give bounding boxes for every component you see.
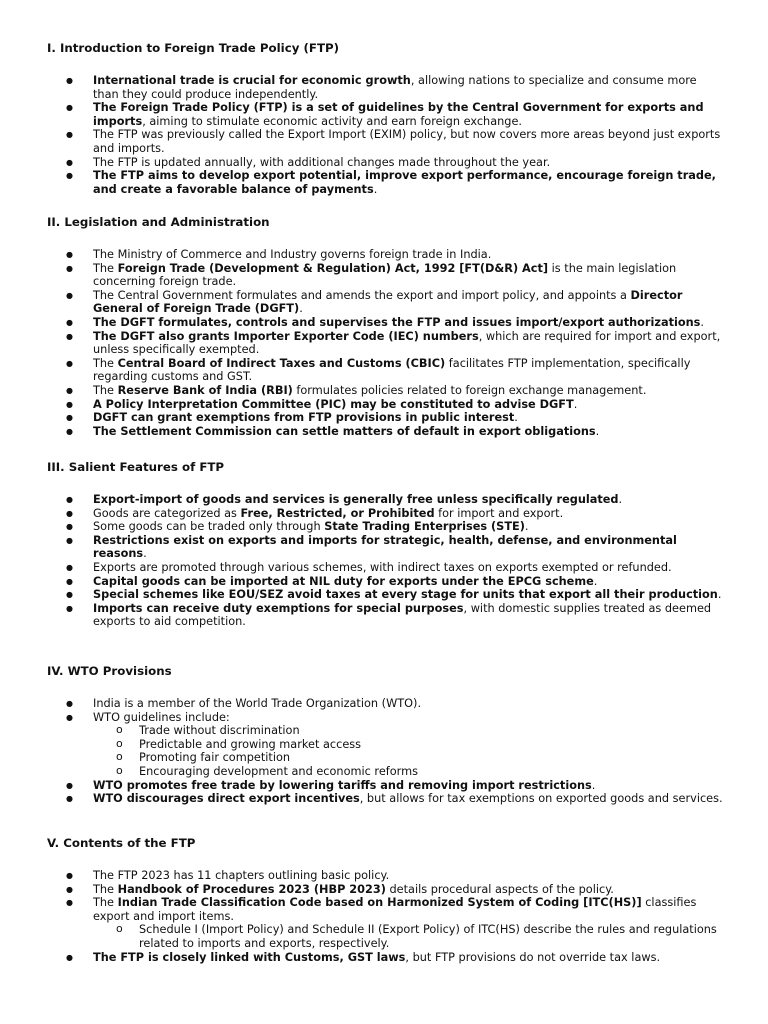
bullet-item xyxy=(0,896,768,950)
bullet-item xyxy=(0,588,768,602)
bullet-item xyxy=(0,493,768,507)
text: The xyxy=(93,882,118,896)
text: . xyxy=(593,574,598,588)
bold-text: Central Board of Indirect Taxes and Customs (CBIC) xyxy=(117,356,446,370)
text: The FTP was previously called the Export Import (EXIM) policy, but now covers more areas beyond just exports and imports. xyxy=(93,128,721,155)
bullet-list xyxy=(0,869,768,964)
bold-text: Director General of Foreign Trade (DGFT) xyxy=(93,288,683,316)
section-heading: IV. WTO Provisions xyxy=(47,664,172,678)
section-heading: V. Contents of the FTP xyxy=(47,836,196,850)
bold-text: Restrictions exist on exports and imports for strategic, health, defense, and environmental reasons xyxy=(93,533,677,561)
text: Some goods can be traded only through xyxy=(93,520,325,534)
text: , but allows for tax exemptions on exported goods and services. xyxy=(359,792,723,806)
text: . xyxy=(299,302,303,316)
section-heading: II. Legislation and Administration xyxy=(47,215,270,229)
text: . xyxy=(591,778,596,792)
bold-text: Indian Trade Classification Code based on Harmonized System of Coding [ITC(HS)] xyxy=(117,896,642,910)
bullet-item xyxy=(0,74,768,101)
text: is the main legislation concerning foreign trade. xyxy=(93,261,677,289)
text: Goods are categorized as xyxy=(93,506,241,520)
bullet-item xyxy=(0,316,768,330)
bullet-item xyxy=(0,425,768,439)
text: . xyxy=(618,493,623,506)
bold-text: The Foreign Trade Policy (FTP) is a set of guidelines by the Central Government for exports and imports xyxy=(93,101,704,128)
bold-text: Capital goods can be imported at NIL duty for exports under the EPCG scheme xyxy=(93,574,594,588)
bullet-item xyxy=(0,262,768,289)
bullet-item xyxy=(0,248,768,262)
bullet-item xyxy=(0,398,768,412)
bold-text: A Policy Interpretation Committee (PIC) may be constituted to advise DGFT xyxy=(93,397,574,411)
bold-text: WTO discourages direct export incentives xyxy=(93,792,360,806)
section-heading: III. Salient Features of FTP xyxy=(47,460,225,474)
bullet-item xyxy=(0,520,768,534)
text: The Central Government formulates and amends the export and import policy, and appoints a xyxy=(93,288,631,302)
bullet-item xyxy=(0,711,768,779)
text: The xyxy=(93,896,118,910)
text: , but FTP provisions do not override tax laws. xyxy=(405,950,661,964)
text: , which are required for import and export, unless specifically exempted. xyxy=(93,329,721,357)
bold-text: The DGFT formulates, controls and supervises the FTP and issues import/export authorizations xyxy=(93,315,701,329)
bullet-item xyxy=(0,384,768,398)
text: , allowing nations to specialize and consume more than they could produce independently. xyxy=(93,74,697,101)
bullet-item xyxy=(0,357,768,384)
bold-text: Free, Restricted, or Prohibited xyxy=(240,506,435,520)
text: The Ministry of Commerce and Industry governs foreign trade in India. xyxy=(93,248,492,261)
bold-text: Imports can receive duty exemptions for special purposes xyxy=(93,601,464,615)
text: . xyxy=(700,315,704,329)
text: . xyxy=(514,411,518,425)
text: The FTP 2023 has 11 chapters outlining basic policy. xyxy=(93,869,390,882)
bullet-item xyxy=(0,869,768,883)
section-heading: I. Introduction to Foreign Trade Policy (FTP) xyxy=(47,41,340,55)
text: classifies export and import items. xyxy=(93,896,697,923)
bullet-item xyxy=(0,169,768,196)
bullet-item xyxy=(0,411,768,425)
text: facilitates FTP implementation, specifically regarding customs and GST. xyxy=(93,356,691,384)
bullet-item xyxy=(0,330,768,357)
text: The xyxy=(93,356,118,370)
sub-bullet-item: o Schedule I (Import Policy) and Schedule II (Export Policy) of ITC(HS) describe the rules and regulations related to imports and exports, respectively. xyxy=(93,923,724,950)
text: The FTP is updated annually, with additional changes made throughout the year. xyxy=(93,155,551,169)
bullet-list xyxy=(0,697,768,806)
bold-text: The DGFT also grants Importer Exporter Code (IEC) numbers xyxy=(93,329,479,343)
text: , with domestic supplies treated as deemed exports to aid competition. xyxy=(93,601,712,629)
bullet-item xyxy=(0,575,768,589)
text: . xyxy=(717,588,722,602)
bullet-item xyxy=(0,101,768,128)
text: Exports are promoted through various schemes, with indirect taxes on exports exempted or refunded. xyxy=(93,560,672,574)
bullet-item xyxy=(0,602,768,629)
bullet-item xyxy=(0,883,768,897)
bold-text: The Settlement Commission can settle matters of default in export obligations xyxy=(93,424,596,438)
text: details procedural aspects of the policy. xyxy=(385,882,614,896)
bullet-item xyxy=(0,561,768,575)
bold-text: Reserve Bank of India (RBI) xyxy=(117,383,293,397)
text: . xyxy=(524,520,529,534)
bullet-item xyxy=(0,951,768,965)
bold-text: The FTP is closely linked with Customs, GST laws xyxy=(93,950,406,964)
sub-bullet-item: o Predictable and growing market access xyxy=(93,738,724,752)
bullet-list xyxy=(0,248,768,438)
bold-text: DGFT can grant exemptions from FTP provisions in public interest xyxy=(93,411,515,425)
text: India is a member of the World Trade Organization (WTO). xyxy=(93,697,422,710)
text: for import and export. xyxy=(434,506,564,520)
bold-text: Handbook of Procedures 2023 (HBP 2023) xyxy=(117,882,386,896)
text: The xyxy=(93,261,118,275)
text: . xyxy=(373,182,378,196)
bold-text: Export-import of goods and services is generally free unless specifically regulated xyxy=(93,493,619,506)
bullet-item xyxy=(0,779,768,793)
sub-bullet-item: o Promoting fair competition xyxy=(93,751,724,765)
bullet-item xyxy=(0,792,768,806)
bullet-list xyxy=(0,74,768,196)
bullet-item xyxy=(0,128,768,155)
bullet-list xyxy=(0,493,768,629)
bullet-item xyxy=(0,697,768,711)
text: . xyxy=(595,424,600,438)
sub-bullet-list xyxy=(93,724,724,778)
sub-bullet-list xyxy=(93,923,724,950)
text: . xyxy=(143,547,147,561)
bold-text: State Trading Enterprises (STE) xyxy=(324,520,525,534)
text: , aiming to stimulate economic activity and earn foreign exchange. xyxy=(142,114,523,128)
bold-text: Special schemes like EOU/SEZ avoid taxes at every stage for units that export all their production xyxy=(93,588,718,602)
bold-text: The FTP aims to develop export potential, improve export performance, encourage foreign trade, and create a favorable balance of payments xyxy=(93,169,716,196)
bullet-item xyxy=(0,156,768,170)
bullet-item xyxy=(0,289,768,316)
sub-bullet-item: o Encouraging development and economic reforms xyxy=(93,765,724,779)
bullet-item xyxy=(0,507,768,521)
text: The xyxy=(93,383,118,397)
text: formulates policies related to foreign exchange management. xyxy=(292,383,647,397)
sub-bullet-item: o Trade without discrimination xyxy=(93,724,724,738)
bullet-item xyxy=(0,534,768,561)
text: . xyxy=(573,397,578,411)
bold-text: Foreign Trade (Development & Regulation) Act, 1992 [FT(D&R) Act] xyxy=(117,261,549,275)
bold-text: International trade is crucial for economic growth xyxy=(93,74,411,87)
bold-text: WTO promotes free trade by lowering tariffs and removing import restrictions xyxy=(93,778,592,792)
text: WTO guidelines include: xyxy=(93,710,230,724)
